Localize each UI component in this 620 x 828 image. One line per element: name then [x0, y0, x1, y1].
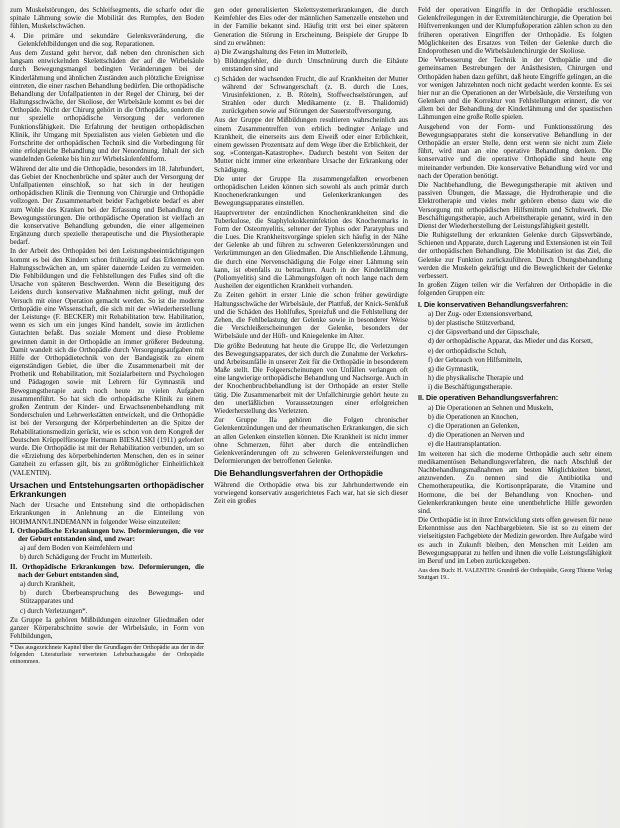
paragraph: Nach der Ursache und Entstehung sind die orthopädischen Erkrankungen in Anlehnung an die Einteilung von HOHMANN/LINDEMANN in folgender Weise einzuteilen:: [10, 501, 204, 526]
paragraph: In der Arbeit des Orthopäden bei den Leistungsbeeinträchtigungen kommt es bei den Kindern schon frühzeitig auf das Erkennen von Haltungsschwächen an, um später dauernde Leiden zu vermeiden. Die Fehlbildungen und die Fehlstellungen des Fußes sind oft die Ursache von späteren Beschwerden. Wenn die Beseitigung des Leidens durch konservative Maßnahmen nicht gelingt, muß der Versuch mit einer Operation gemacht werden. So ist die moderne Orthopädie eine Wissenschaft, die sich mit der »Wiederherstellung der Leistung« (F. BECKER) mit Rehabilitation bzw. Habilitation, wenn es sich um ein junges Kind handelt, sowie im ärztlichen Gutachten befaßt. Das soziale Moment und diese Probleme gewinnen damit in der Orthopädie an immer größerer Bedeutung. Damit wandelt sich die Orthopädie durch Versorgungsaufgaben mit Hilfe der Orthopädietechnik von der Bandagistik zu einem eigenständigen Gebiet, die über die Zusammenarbeit mit der Prothetik und Rehabilitation, mit Sozialarbeitern und Psychologen und Pädagogen sowie mit Lehrern für Gymnastik und Bewegungstherapie auch noch heute zu vielen Aufgaben zusammenführt. So hat sich die orthopädische Klinik zu einem großen Zentrum der Kinder- und Erwachsenenbehandlung mit Sonderschulen und Lehrwerkstätten entwickelt, und die Orthopädie ist bei der Versorgung der Körperbehinderten an die Spitze der Rehabilitationsmedizin gerückt, wie es schon von dem Kongreß der Deutschen Krüppelfürsorge Hermann BIESALSKI (1911) gefordert wurde. Die Orthopädie ist mit der Rehabilitation verbunden, um so die »Erziehung des körperbehinderten Menschen, den es in seiner Ganzheit zu erfassen gilt, bis zu größtmöglicher Einheitlichkeit (VALENTIN).: [10, 247, 204, 477]
paragraph: Ausgehend von der Form- und Funktionsstörung des Bewegungsapparates steht die konservative Behandlung in der Orthopädie an erster Stelle, denn erst wenn sie nicht zum Ziele führt, wird man an eine operative Behandlung denken. Die konservative und die operative Orthopädie sind heute eng miteinander verbunden. Die konservative Behandlung wird vor und nach der Operation benötigt.: [418, 122, 612, 180]
paragraph: zum Muskelstörungen, des Schleifsegments, die scharfe oder die spinale Lähmung sowie die Mobilität des Rumpfes, den Boden fühlen, Muskelschwächen.: [10, 6, 204, 31]
paragraph: Zur Gruppe IIa gehören die Folgen chronischer Gelenkentzündungen und der rheumatischen Erkrankungen, die sich an allen Gelenken einstellen können. Die Krankheit ist nicht immer ohne Schmerzen, führt aber durch die entzündlichen Gelenkveränderungen oft zu schweren Gelenkversteifungen und Deformierungen der betroffenen Gelenke.: [214, 416, 408, 466]
paragraph: Während die Orthopädie etwa bis zur Jahrhundertwende ein vorwiegend konservativ ausgerichtetes Fach war, hat sie sich dieser Zeit ein großes: [214, 480, 408, 505]
sub-list-item: a) Die Operationen an Sehnen und Muskeln,: [428, 403, 554, 412]
sub-list-item: a) Der Zug- oder Extensionsverband,: [428, 309, 533, 318]
list-item: b) Bildungsfehler, die durch Umschnürung durch die Eihäute entstanden sind und: [214, 57, 408, 74]
paragraph: Die Ruhigstellung der erkrankten Gelenke durch Gipsverbände, Schienen und Apparate, durch Lagerung und Extensionen ist ein Teil der orthopädischen Behandlung. Die Mobilisation ist das Ziel, die Gelenke zur Funktion zurückzuführen. Durch Übungsbehandlung werden die Muskeln gekräftigt und die Beweglichkeit der Gelenke verbessert.: [418, 231, 612, 280]
list-item: c) Schäden der wachsenden Frucht, die auf Krankheiten der Mutter während der Schwangerschaft (z. B. durch die Lues, Virusinfektionen, z. B. Röteln), Stoffwechselstörungen, auf Strahlen oder durch Medikamente (z. B. Thalidomid) zurückgehen sowie auf Störungen der Sauerstoffversorgung.: [214, 74, 408, 116]
paragraph: Aus dem Zustand geht hervor, daß neben den chronischen sich langsam entwickelnden Skelettschäden der auf die Wirbelsäule durch Bewegungsmangel bedingten Veränderungen bei der Kinderlähmung und ähnlichen Zuständen auch plötzliche Ereignisse eintreten, die einer raschen Behandlung bedürfen. Die orthopädische Behandlung der Unfallpatienten in der Regel der Chirurg, bei der Haltungsschwäche, der Skoliose, der Wirbelsäule kommt es bei der Orthopäde. Nicht der Chirurg gehört in die Orthopädie, sondern die nur spezielle orthopädische Versorgung der verlorenen Funktionsfähigkeit. Die Erfahrung der heutigen orthopädischen Klinik, ihr Umgang mit Spezialisten aus vielen Gebieten und die Fortschritte der orthopädischen Technik sind die Vorbedingung für eine erfolgreiche Behandlung und der Neuordnung. Inhalt der sich wandelnden Gelenke bis hin zur Wirbelsäulenfehlform.: [10, 48, 204, 164]
sub-list-item: d) die Operationen an Nerven und: [428, 431, 525, 440]
paragraph: In großen Zügen teilen wir die Verfahren der Orthopädie in die folgenden Gruppen ein:: [418, 281, 612, 298]
sub-list-item: b) der plastische Stützverband,: [428, 318, 515, 327]
footnote: * Das ausgezeichnete Kapitel über die Grundlagen der Orthopädie aus der in der folgenden Literaturliste verwerteten Lehrbuchausgabe der Orthopädie entnommen.: [10, 645, 204, 666]
sub-list-item: e) der orthopädische Schuh,: [428, 346, 507, 355]
paragraph: Die Orthopädie ist in ihrer Entwicklung stets offen gewesen für neue Erkenntnisse aus den Nachbargebieten. Sie ist so zu einem der vielseitigsten Fachgebiete der Medizin geworden. Ihre Aufgabe wird es auch in Zukunft bleiben, den Menschen mit Leiden am Bewegungsapparat zu helfen und ihnen die volle Leistungsfähigkeit im Beruf und im Leben zurückzugeben.: [418, 516, 612, 566]
paragraph: Während der alte und die Orthopädie, besonders im 18. Jahrhundert, das Gebiet der Knochenbrüche und später auch der Versorgung der Unfallpatienten einschloß, so hat sich in der heutigen orthopädischen Klinik die Trennung von Chirurgie und Orthopädie vollzogen. Der Zusammenarbeit beider Fachgebiete bedarf es aber zum Wohle des Kranken bei der Erfassung und Behandlung der Bewegungsstörungen. Die orthopädische Operation ist vielfach an die konservative Behandlung gebunden, die einer allgemeinen Ergänzung durch spezielle therapeutische und die Physiotherapie bedarf.: [10, 164, 204, 247]
text-column-middle: [214, 6, 408, 822]
sub-list-item: a) auf dem Boden von Keimfehlern und: [20, 544, 133, 553]
sub-list-item: i) die Beschäftigungstherapie.: [428, 383, 513, 392]
list-item: 4. Die primäre und sekundäre Gelenksveränderung, die Gelenkfehlbildungen und die sog. Reparationen.: [10, 31, 204, 48]
paragraph: Hauptvertreter der entzündlichen Knochenkrankheiten sind die Tuberkulose, die Staphylokokkeninfektion des Knochenmarks in Form der Osteomyelitis, seltener der Typhus oder Paratyphus und die Lues. Die Krankheitsvorgänge spielen sich häufig in der Nähe der Gelenke ab und führen zu schweren Gelenkzerstörungen und Verkrümmungen an den Gliedmaßen. Die Anschließende Lähmung, die durch eine Nervenschädigung die Folge einer Lähmung sein kann, ist ebenfalls zu betrachten. Auch in der Kinderlähmung (Poliomyelitis) sind die Lähmungsfolgen oft noch lange nach dem Ausheilen der eigentlichen Krankheit vorhanden.: [214, 208, 408, 291]
sub-list-item: e) die Hautransplantation.: [428, 440, 501, 449]
paragraph: Zu Gruppe Ia gehören Mißbildungen einzelner Gliedmaßen oder ganzer Körperabschnitte sowie der Wirbelsäule, in Form von Fehlbildungen,: [10, 615, 204, 641]
sub-list-item: c) die Operationen an Gelenken,: [428, 422, 520, 431]
sub-list-item: d) der orthopädische Apparat, das Mieder und das Korsett,: [428, 337, 593, 346]
list-heading: II. Die operativen Behandlungsverfahren:: [418, 393, 559, 403]
list-item: II. Orthopädische Erkrankungen bzw. Deformierungen, die nach der Geburt entstanden sind,: [10, 562, 204, 579]
text-column-right: [418, 6, 612, 822]
sub-list-item: b) die Operationen an Knochen,: [428, 412, 519, 421]
paragraph: Die größte Bedeutung hat heute die Gruppe IIc, die Verletzungen des Bewegungsapparates, der sich durch die Zunahme der Verkehrs- und Arbeitsunfälle in unserer Zeit für die Orthopädie in besonderem Maße stellt. Die Folgeerscheinungen von Unfällen verlangen oft eine langwierige orthopädische Behandlung und Nachsorge. Auch in der Knochenbruchbehandlung ist der Orthopäde an erster Stelle tätig. Die Zusammenarbeit mit der Unfallchirurgie gehört heute zu den unerläßlichen Voraussetzungen einer erfolgreichen Wiederherstellung des Verletzten.: [214, 341, 408, 415]
sub-list-item: c) der Gipsverband und der Gipsschale,: [428, 328, 540, 337]
sub-list-item: h) die physikalische Therapie und: [428, 374, 524, 383]
paragraph: Die Nachbehandlung, die Bewegungstherapie mit aktiven und passiven Übungen, die Massage, die Hydrotherapie und die Elektrotherapie und vieles mehr gehören ebenso dazu wie die Versorgung mit orthopädischen Hilfsmitteln und Schuhwerk. Die Beschäftigungstherapie, auch Arbeitstherapie genannt, wird in den Dienst der Wiederherstellung der Leistungsfähigkeit gestellt.: [418, 180, 612, 230]
sub-list-item: b) durch Schädigung der Frucht im Mutterleib.: [20, 553, 153, 562]
sub-list-item: a) durch Krankheit,: [20, 579, 75, 588]
paragraph: Aus der Gruppe der Mißbildungen resultieren wahrscheinlich aus einem Zusammentreffen von erblich bedingter Anlage und Krankheit, die einerseits aus dem Eiweiß oder einer Erblichkeit, einem gewissen Prozentsatz auf dem Wege über die Erblichkeit, der sog. »Contergan-Katastrophe«. Dadurch besteht von Seiten der Mutter nicht immer eine erkennbare Ursache der Erkrankung oder Schädigung.: [214, 116, 408, 174]
sub-list-item: g) die Gymnastik,: [428, 364, 479, 373]
list-item: a) Die Zwangshaltung des Feten im Mutterleib,: [214, 47, 348, 56]
sub-list-item: c) durch Verletzungen*.: [20, 606, 88, 615]
text-column-left: [10, 6, 204, 822]
paragraph: Die Verbesserung der Technik in der Orthopädie und die gemeinsamen Bestrebungen der Anästhesisten, Chirurgen und Orthopäden haben dazu geführt, daß heute Eingriffe gelingen, an die vor wenigen Jahrzehnten noch nicht gedacht werden konnte. Es sei hier nur an die Operationen an der Wirbelsäule, die Versteifung von Gelenken und die Korrektur von Fehlstellungen erinnert, die vor allem bei der Behandlung der Kinderlähmung und der spastischen Lähmungen eine große Rolle spielen.: [418, 56, 612, 122]
list-item: I. Orthopädische Erkrankungen bzw. Deformierungen, die vor der Geburt entstanden sind, und zwar:: [10, 526, 204, 544]
source-note: Aus dem Buch: H. VALENTIN: Grundriß der Orthopädie, Georg Thieme Verlag Stuttgart 19..: [418, 568, 612, 582]
list-heading: I. Die konservativen Behandlungsverfahren:: [418, 299, 569, 309]
section-heading: Die Behandlungsverfahren der Orthopädie: [214, 468, 383, 479]
paragraph: Im weiteren hat sich die moderne Orthopädie auch sehr einem medikamentösen Behandlungsverfahren, die nach Abschluß der Nachbehandlungsmaßnahmen am besten Möglichkeiten bietet, anzuwenden. Zu nennen sind die Antibiotika und Chemotherapeutika, die Kortisonpräparate, die Vitamine und Hormone, die bei der Behandlung von Knochen- und Gelenkerkrankungen heute eine unentbehrliche Hilfe geworden sind.: [418, 449, 612, 515]
paragraph: gen oder generalisierten Skelettsystemerkrankungen, die durch Keimfehler des Eies oder der männlichen Samenzelle entstehen und in der Familie bekannt sind. Häufig tritt erst bei einer späteren Generation die Störung in Erscheinung. Beispiele der Gruppe Ib sind zu erwähnen:: [214, 6, 408, 47]
paragraph: Feld der operativen Eingriffe in der Orthopädie erschlossen. Gelenkfreilegungen in der Extremitätenchirurgie, die Operation bei Hüftverrenkungen und der Klumpfußoperation zählen schon zu den früheren operativen Eingriffen der Orthopädie. Es folgten Möglichkeiten des Ersatzes von Teilen der Gelenke durch die Endoprothesen und die Wirbelsäulenchirurgie der Skoliose.: [418, 6, 612, 55]
sub-list-item: f) der Gebrauch von Hilfsmitteln,: [428, 355, 523, 364]
paragraph: Die unter der Gruppe IIa zusammengefaßten erworbenen orthopädischen Leiden können sich sowohl als auch primär durch Knochenerkrankungen und Gelenkerkrankungen des Bewegungsapparates einstellen.: [214, 174, 408, 208]
sub-list-item: b) durch Überbeanspruchung des Bewegungs- und Stützapparates und: [20, 589, 204, 606]
section-heading: Ursachen und Entstehungsarten orthopädischer Erkrankungen: [10, 479, 204, 499]
paragraph: Zu Zeiten gehört in erster Linie die schon früher gewürdigte Haltungsschwäche der Wirbelsäule, der Plattfuß, der Knick-Senkfuß und die Schäden des Hohlfußes, Spreizfuß und die Fehlstellung der Zehen, die Fehlbelastung der Gelenke sowie in besonderer Weise die Verschleißerscheinungen der Gelenke, besonders der Wirbelsäule und der Hüft- und Kniegelenke im Alter.: [214, 291, 408, 341]
